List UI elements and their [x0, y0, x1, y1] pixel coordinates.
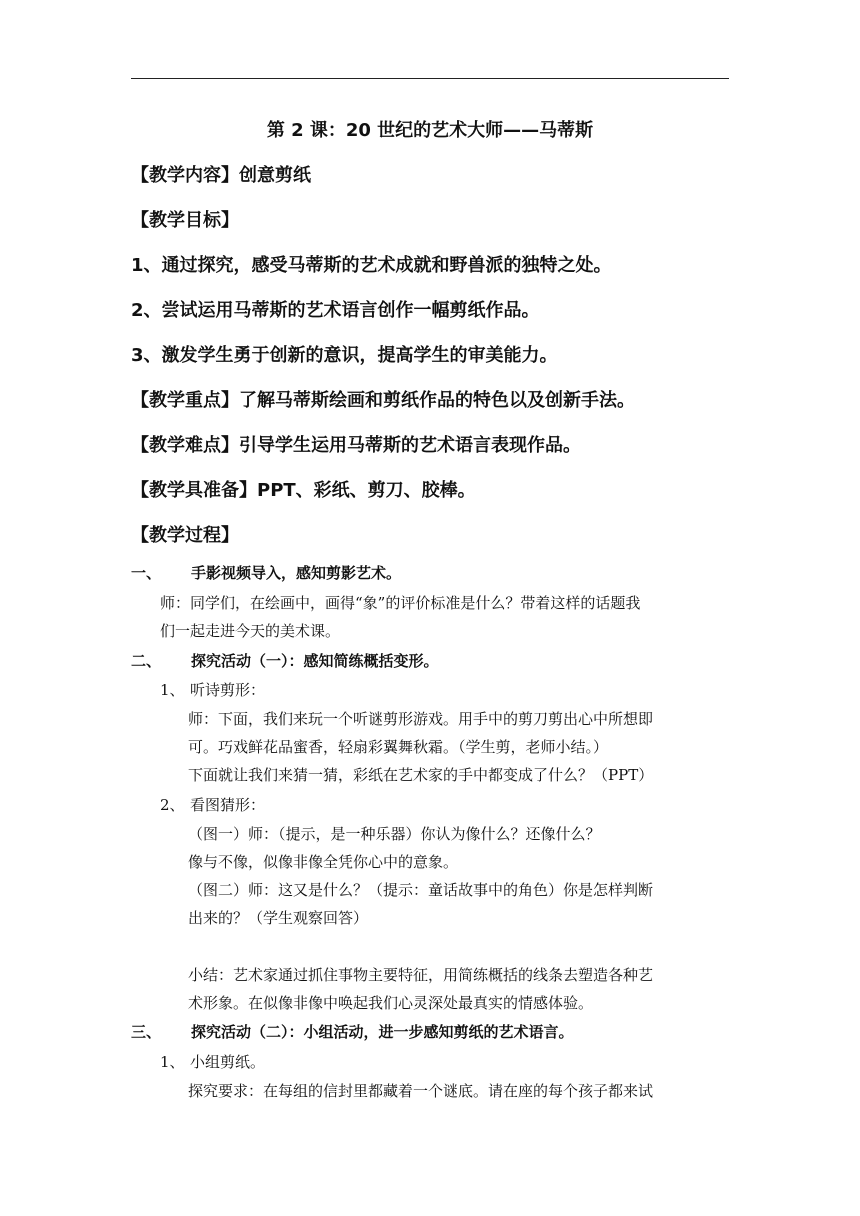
section-2-item-2-line-4: 出来的？（学生观察回答）: [188, 909, 369, 927]
teaching-content: [131, 161, 311, 187]
section-2-summary-line-2: 术形象。在似像非像中唤起我们心灵深处最真实的情感体验。: [188, 994, 594, 1012]
section-3-item-1-number: 1、: [160, 1053, 185, 1071]
section-2-item-2-number: 2、: [160, 796, 185, 814]
teaching-focus-label: 【教学重点】: [131, 390, 239, 411]
section-1-paragraph-line-1: 师：同学们，在绘画中，画得“象”的评价标准是什么？带着这样的话题我: [160, 594, 641, 612]
section-3-item-1-line-1: 探究要求：在每组的信封里都藏着一个谜底。请在座的每个孩子都来试: [188, 1082, 654, 1100]
goal-item-2: 2、尝试运用马蒂斯的艺术语言创作一幅剪纸作品。: [131, 300, 540, 321]
teaching-focus-value: 了解马蒂斯绘画和剪纸作品的特色以及创新手法。: [239, 390, 635, 411]
section-2-heading: [131, 650, 439, 671]
teaching-preparation-label: 【教学具准备】: [131, 480, 257, 501]
section-2-item-1-line-1: 师：下面，我们来玩一个听谜剪形游戏。用手中的剪刀剪出心中所想即: [188, 710, 654, 728]
section-2-item-1-line-3: 下面就让我们来猜一猜，彩纸在艺术家的手中都变成了什么？（PPT）: [188, 766, 654, 784]
section-1-heading: [131, 562, 401, 583]
section-2-item-1: [160, 679, 265, 700]
section-2-item-2-line-3: （图二）师：这又是什么？（提示：童话故事中的角色）你是怎样判断: [188, 881, 654, 899]
teaching-content-label: 【教学内容】: [131, 165, 239, 186]
teaching-preparation-value: PPT、彩纸、剪刀、胶棒。: [257, 480, 476, 501]
section-1-title: 手影视频导入，感知剪影艺术。: [191, 564, 402, 582]
teaching-goals-heading: 【教学目标】: [131, 210, 239, 231]
section-2-summary-line-1: 小结：艺术家通过抓住事物主要特征，用简练概括的线条去塑造各种艺: [188, 966, 654, 984]
teaching-difficulty-label: 【教学难点】: [131, 435, 239, 456]
teaching-process-heading: 【教学过程】: [131, 525, 239, 546]
section-2-number: 二、: [131, 652, 162, 670]
header-rule: [131, 78, 729, 79]
section-2-title: 探究活动（一）：感知简练概括变形。: [191, 652, 439, 670]
teaching-focus: [131, 386, 635, 412]
section-2-item-2-line-2: 像与不像，似像非像全凭你心中的意象。: [188, 853, 459, 871]
teaching-difficulty-value: 引导学生运用马蒂斯的艺术语言表现作品。: [239, 435, 581, 456]
section-3-item-1-title: 小组剪纸。: [190, 1053, 266, 1071]
goal-item-3: 3、激发学生勇于创新的意识，提高学生的审美能力。: [131, 345, 558, 366]
section-2-item-2-title: 看图猜形：: [190, 796, 266, 814]
section-3-title: 探究活动（二）：小组活动，进一步感知剪纸的艺术语言。: [191, 1023, 574, 1041]
section-1-paragraph-line-2: 们一起走进今天的美术课。: [160, 622, 341, 640]
section-2-item-2-line-1: （图一）师：（提示，是一种乐器）你认为像什么？还像什么？: [188, 825, 601, 843]
teaching-preparation: [131, 476, 476, 502]
section-2-item-1-number: 1、: [160, 681, 185, 699]
section-3-number: 三、: [131, 1023, 162, 1041]
teaching-difficulty: [131, 431, 581, 457]
teaching-content-value: 创意剪纸: [239, 165, 311, 186]
section-2-item-2: [160, 794, 265, 815]
section-3-item-1: [160, 1051, 265, 1072]
goal-item-1: 1、通过探究，感受马蒂斯的艺术成就和野兽派的独特之处。: [131, 255, 612, 276]
section-1-number: 一、: [131, 564, 162, 582]
section-3-heading: [131, 1021, 574, 1042]
page-title: 第 2 课：20 世纪的艺术大师——马蒂斯: [266, 120, 594, 141]
section-2-item-1-line-2: 可。巧戏鲜花品蜜香，轻扇彩翼舞秋霜。（学生剪，老师小结。）: [188, 738, 609, 756]
section-2-item-1-title: 听诗剪形：: [190, 681, 266, 699]
